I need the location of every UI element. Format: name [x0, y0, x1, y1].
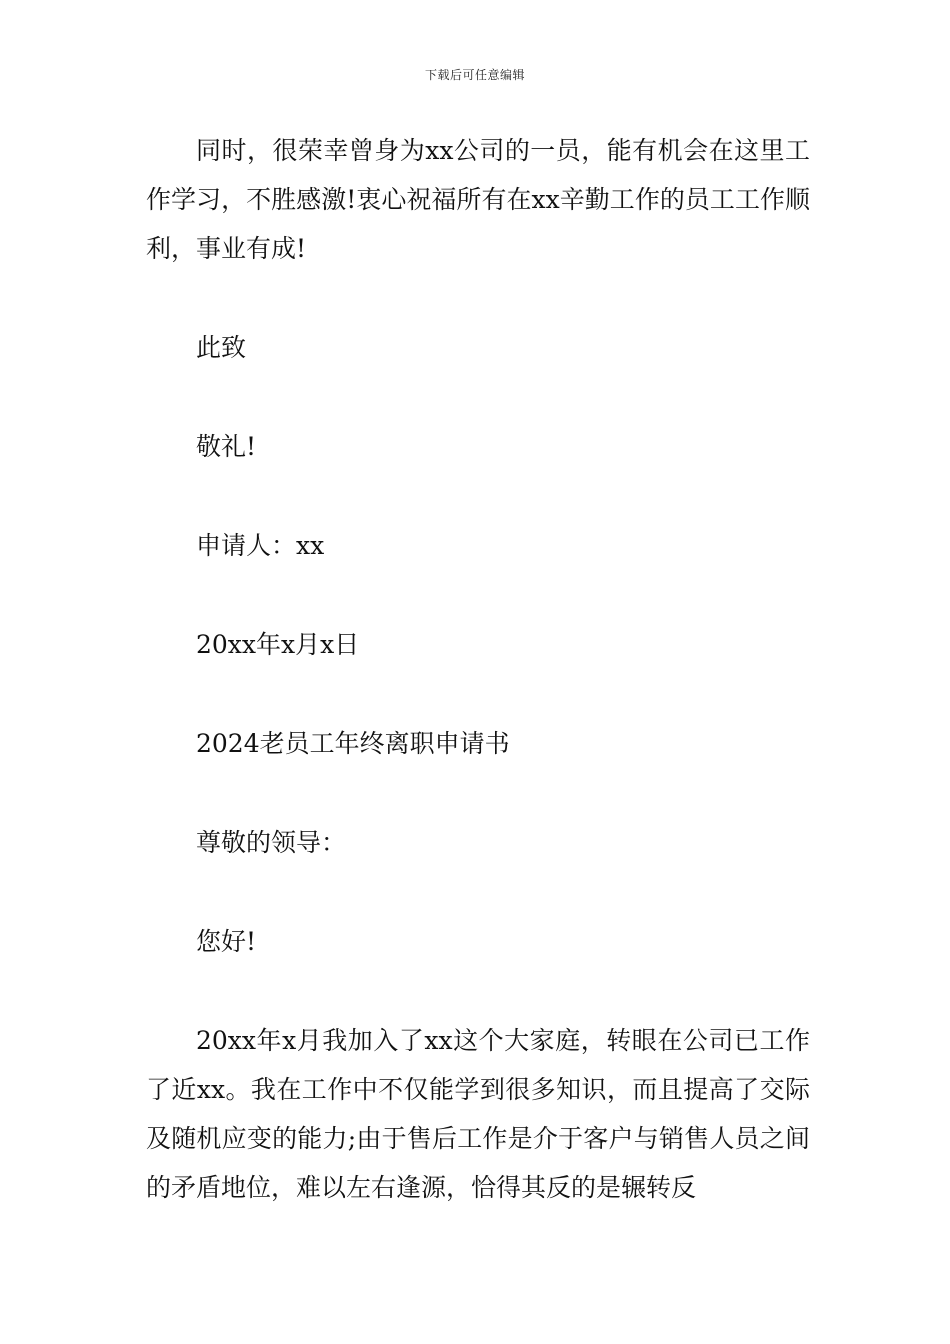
applicant-line: 申请人：xx [196, 531, 325, 560]
closing-salutation: 此致 [196, 333, 247, 362]
date-line: 20xx年x月x日 [196, 630, 360, 659]
paragraph-blessing: 同时，很荣幸曾身为xx公司的一员，能有机会在这里工作学习，不胜感激!衷心祝福所有在xx辛勤工作的员工工作顺利，事业有成! [146, 136, 810, 263]
closing-regards: 敬礼! [196, 432, 257, 461]
document-title: 2024老员工年终离职申请书 [196, 729, 510, 758]
document-body [146, 126, 810, 1262]
greeting-hello: 您好! [196, 927, 257, 956]
greeting-recipient: 尊敬的领导： [196, 828, 347, 857]
paragraph-intro: 20xx年x月我加入了xx这个大家庭，转眼在公司已工作了近xx。我在工作中不仅能学到很多知识，而且提高了交际及随机应变的能力;由于售后工作是介于客户与销售人员之间的矛盾地位，难以左右逢源，恰得其反的是辗转反 [146, 1026, 810, 1202]
header-note: 下载后可任意编辑 [424, 68, 525, 82]
